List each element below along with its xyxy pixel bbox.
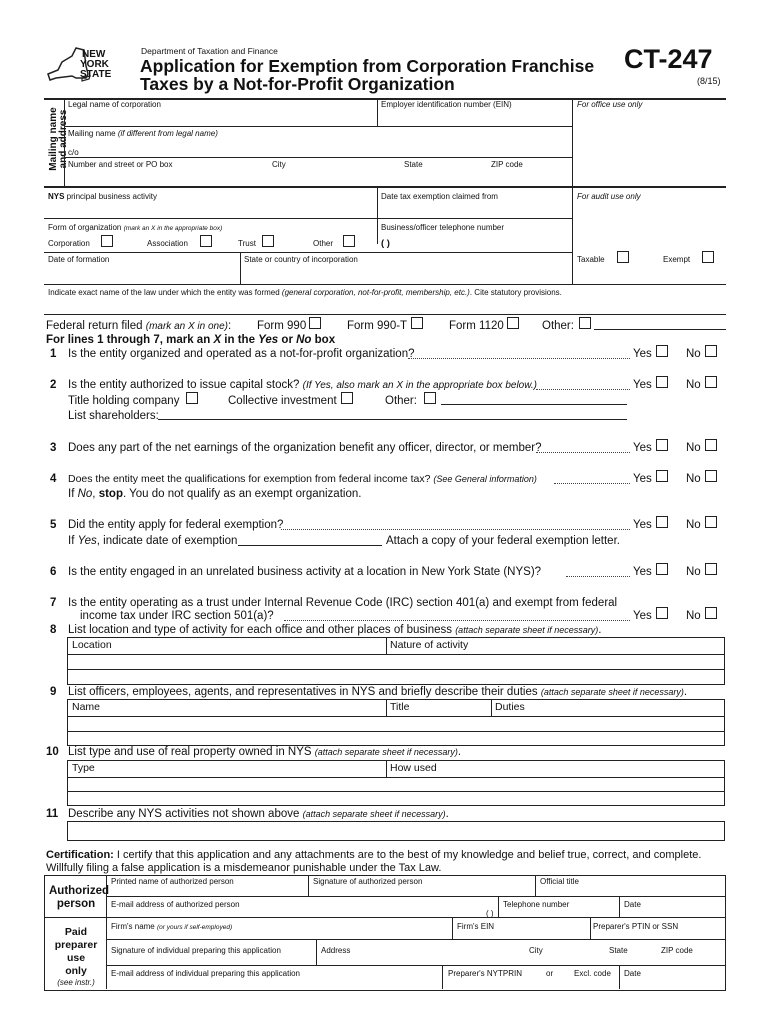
line-11-period: . (445, 808, 449, 820)
state-label: State (404, 160, 423, 169)
line-4-no-checkbox[interactable] (705, 470, 717, 482)
line-5-question: Did the entity apply for federal exemption? (68, 519, 284, 531)
principal-activity-text: principal business activity (64, 192, 157, 201)
col-divider (442, 965, 443, 989)
preparer-date-label: Date (624, 969, 641, 978)
col-divider (316, 939, 317, 965)
line-2-no-checkbox[interactable] (705, 376, 717, 388)
line-7-no-checkbox[interactable] (705, 607, 717, 619)
ptin-label: Preparer's PTIN or SSN (593, 922, 679, 931)
line-11-instruction (68, 808, 449, 820)
care-of-field[interactable] (82, 140, 570, 156)
line-3-number: 3 (50, 442, 57, 454)
line-10-note: (attach separate sheet if necessary) (314, 747, 458, 757)
line-5-date-text: , indicate date of exemption (96, 535, 238, 547)
row-rule (44, 284, 726, 285)
principal-activity-bold: NYS (48, 192, 65, 201)
line-11-note: (attach separate sheet if necessary) (302, 809, 446, 819)
line-9-note: (attach separate sheet if necessary) (540, 687, 684, 697)
federal-return-text: Federal return filed (46, 320, 143, 332)
line-4-leader (554, 483, 630, 484)
line-2-yes-checkbox[interactable] (656, 376, 668, 388)
line-3-yes-checkbox[interactable] (656, 439, 668, 451)
line-4-no-label: No (686, 473, 701, 485)
audit-use-label: For audit use only (577, 192, 641, 201)
federal-form990-label: Form 990 (257, 320, 307, 332)
ein-field[interactable] (379, 109, 569, 125)
office-use-label: For office use only (577, 100, 643, 109)
line-2-collective-checkbox[interactable] (341, 392, 353, 404)
line-8-period: . (598, 624, 602, 636)
line-7-number: 7 (50, 597, 57, 609)
preparer-label-use: use (66, 952, 86, 964)
side-label-mailing-name: Mailing name (48, 107, 59, 171)
line-2-note: (If Yes, also mark an X in the appropriate box below.) (302, 380, 537, 391)
date-exemption-label: Date tax exemption claimed from (381, 192, 498, 201)
instructions-yes: Yes (258, 334, 279, 346)
line-1-no-checkbox[interactable] (705, 345, 717, 357)
state-incorp-label: State or country of incorporation (244, 255, 358, 264)
col-divider (498, 896, 499, 917)
instructions-x: X (213, 334, 222, 346)
federal-other-field[interactable] (594, 329, 726, 330)
preparer-email-field[interactable] (108, 978, 440, 987)
preparer-nytprin-field[interactable] (444, 978, 617, 987)
line-9-period: . (683, 686, 688, 698)
line-1-question: Is the entity organized and operated as a not-for-profit organization? (68, 348, 415, 360)
zip-label: ZIP code (491, 160, 523, 169)
legal-name-field[interactable] (66, 109, 374, 125)
line-3-no-checkbox[interactable] (705, 439, 717, 451)
line-10-table (67, 760, 725, 806)
law-note-label (48, 288, 562, 297)
logo-text-state: STATE (80, 69, 112, 80)
org-type-other-checkbox[interactable] (343, 235, 355, 247)
phone-field[interactable] (415, 232, 569, 244)
auth-email-field[interactable] (108, 908, 496, 916)
firm-name-note: (or yours if self-employed) (156, 924, 233, 931)
line-11-number: 11 (46, 808, 59, 820)
line-1-no-label: No (686, 348, 701, 360)
address-field[interactable] (66, 169, 570, 185)
auth-date-label: Date (624, 900, 641, 909)
form-title-line2: Taxes by a Not-for-Profit Organization (140, 74, 455, 94)
instructions-text-c: or (278, 334, 297, 346)
line-10-row-2[interactable] (68, 792, 724, 805)
logo-text-york: YORK (80, 59, 109, 70)
line-2-shareholders-field[interactable] (158, 419, 627, 420)
org-type-corporation-label: Corporation (48, 239, 90, 248)
form-number: CT-247 (624, 44, 713, 74)
line-4-stop-note (68, 488, 361, 500)
line-7-question: Is the entity operating as a trust under Internal Revenue Code (IRC) section 401(a) and exempt from federal (68, 597, 618, 609)
line-8-col-nature: Nature of activity (390, 639, 469, 651)
org-type-trust-label: Trust (238, 239, 256, 248)
col-divider (535, 876, 536, 896)
instructions-text-a: For lines 1 through 7, mark an (46, 334, 214, 346)
firm-name-text: Firm's name (111, 922, 157, 931)
federal-other-checkbox[interactable] (579, 317, 591, 329)
mailing-side-label (44, 98, 69, 186)
line-10-row-1[interactable] (68, 778, 724, 791)
department-name: Department of Taxation and Finance (141, 46, 278, 56)
instructions-text-b: in the (221, 334, 259, 346)
instructions-lines-1-7 (46, 334, 335, 346)
preparer-state-label: State (609, 946, 628, 955)
line-8-row-1[interactable] (68, 655, 724, 669)
line-2-number: 2 (50, 379, 57, 391)
law-statute-field[interactable] (46, 298, 724, 312)
line-7-leader (284, 620, 630, 621)
line-5-attach-note: Attach a copy of your federal exemption letter. (386, 535, 620, 547)
line-9-table (67, 699, 725, 746)
preparer-excl-code-label: Excl. code (574, 969, 611, 978)
auth-telephone-label: Telephone number (503, 900, 570, 909)
line-5-no-checkbox[interactable] (705, 516, 717, 528)
preparer-address-field[interactable] (318, 955, 723, 964)
line-3-yes-label: Yes (633, 442, 652, 454)
line-2-title-holding-label: Title holding company (68, 395, 180, 407)
line-3-question: Does any part of the net earnings of the organization benefit any officer, director, or member? (68, 442, 542, 454)
line-2-shareholders-label: List shareholders: (68, 410, 159, 422)
line-2-other-checkbox[interactable] (424, 392, 436, 404)
row-rule (44, 186, 726, 188)
law-note-italic: (general corporation, not-for-profit, membership, etc.) (281, 288, 470, 297)
line-9-col-name: Name (72, 701, 101, 713)
phone-area-code: ( ) (381, 238, 390, 249)
form-revision-date: (8/15) (697, 76, 721, 86)
date-formation-label: Date of formation (48, 255, 110, 264)
col-divider (452, 918, 453, 939)
preparer-date-field[interactable] (621, 978, 723, 987)
line-4-stop-no: No (77, 488, 93, 500)
line-4-yes-checkbox[interactable] (656, 470, 668, 482)
line-5-date-label (68, 535, 237, 547)
row-rule (44, 218, 572, 219)
line-9-text: List officers, employees, agents, and representatives in NYS and briefly describe their duties (68, 686, 541, 698)
row-rule (64, 157, 572, 158)
row-rule (106, 939, 725, 940)
ptin-field[interactable] (592, 931, 723, 938)
line-1-yes-checkbox[interactable] (656, 345, 668, 357)
line-4-note: (See General information) (433, 474, 537, 484)
preparer-or-label: or (546, 969, 554, 978)
line-4-stop-comma: , (92, 488, 99, 500)
line-3-no-label: No (686, 442, 701, 454)
principal-activity-field[interactable] (46, 202, 374, 216)
line-4-text: Does the entity meet the qualifications for exemption from federal income tax? (68, 473, 434, 485)
col-divider (491, 700, 492, 716)
line-2-question (68, 379, 537, 391)
line-10-number: 10 (46, 746, 59, 758)
instructions-no: No (296, 334, 312, 346)
ein-divider (377, 98, 378, 126)
line-8-text: List location and type of activity for each office and other places of business (68, 624, 456, 636)
line-9-number: 9 (50, 686, 57, 698)
line-2-leader (536, 389, 630, 390)
line-8-table (67, 637, 725, 685)
legal-name-label: Legal name of corporation (68, 100, 161, 109)
col-divider (377, 186, 378, 244)
line-5-leader (281, 529, 630, 530)
preparer-label-preparer: preparer (54, 939, 98, 951)
line-2-title-holding-checkbox[interactable] (186, 392, 198, 404)
line-9-row-2[interactable] (68, 732, 724, 745)
line-11-text: Describe any NYS activities not shown above (68, 808, 303, 820)
line-4-stop-if: If (68, 488, 78, 500)
line-7-question-cont: income tax under IRC section 501(a)? (80, 610, 274, 622)
street-label: Number and street or PO box (68, 160, 173, 169)
col-divider (619, 896, 620, 917)
col-divider (240, 252, 241, 284)
office-use-divider (572, 98, 573, 186)
federal-form1120-checkbox[interactable] (507, 317, 519, 329)
line-5-yes-label: Yes (633, 519, 652, 531)
paid-preparer-block (44, 918, 726, 991)
form-org-text: Form of organization (48, 223, 122, 232)
taxable-checkbox[interactable] (617, 251, 629, 263)
line-8-instruction (68, 624, 601, 636)
line-9-instruction (68, 686, 687, 698)
line-3-leader (536, 452, 630, 453)
federal-form990t-label: Form 990-T (347, 320, 408, 332)
preparer-signature-label: Signature of individual preparing this application (111, 946, 281, 955)
line-4-yes-label: Yes (633, 473, 652, 485)
line-6-yes-checkbox[interactable] (656, 563, 668, 575)
line-6-number: 6 (50, 566, 57, 578)
date-exemption-field[interactable] (379, 202, 569, 216)
col-divider (590, 918, 591, 939)
auth-telephone-parens: ( ) (486, 909, 494, 918)
line-1-yes-label: Yes (633, 348, 652, 360)
col-divider (386, 761, 387, 777)
official-title-label: Official title (540, 877, 579, 886)
line-1-number: 1 (50, 348, 57, 360)
instructions-text-d: box (311, 334, 336, 346)
authorized-label-1: Authorized (49, 885, 110, 897)
line-5-date-field[interactable] (238, 545, 382, 546)
certification-warning: Willfully filing a false application is a misdemeanor punishable under the Tax Law. (46, 862, 442, 874)
state-incorp-field[interactable] (242, 264, 570, 282)
line-5-no-label: No (686, 519, 701, 531)
org-type-trust-checkbox[interactable] (262, 235, 274, 247)
firm-ein-field[interactable] (454, 931, 588, 938)
line-7-yes-label: Yes (633, 610, 652, 622)
certification-bold: Certification: (46, 849, 114, 861)
logo-text-new: NEW (82, 49, 106, 60)
line-2-yes-label: Yes (633, 379, 652, 391)
line-5-number: 5 (50, 519, 57, 531)
line-9-col-duties: Duties (495, 701, 525, 713)
preparer-zip-label: ZIP code (661, 946, 693, 955)
firm-name-field[interactable] (108, 931, 450, 938)
col-divider (386, 638, 387, 654)
side-label-and-address: and address (58, 109, 69, 169)
line-4-number: 4 (50, 473, 57, 485)
line-10-col-how-used: How used (390, 762, 437, 774)
col-divider (308, 876, 309, 896)
federal-form990t-checkbox[interactable] (411, 317, 423, 329)
line-5-date-yes: Yes (77, 535, 97, 547)
line-7-yes-checkbox[interactable] (656, 607, 668, 619)
preparer-label-only: only (65, 965, 87, 977)
preparer-address-label: Address (321, 946, 351, 955)
preparer-email-label: E-mail address of individual preparing this application (111, 969, 300, 978)
line-2-other-label: Other: (385, 395, 417, 407)
federal-form1120-label: Form 1120 (449, 320, 504, 332)
law-note-text: Indicate exact name of the law under which the entity was formed (48, 288, 282, 297)
auth-signature-label: Signature of authorized person (313, 877, 423, 886)
taxable-label: Taxable (577, 255, 605, 264)
federal-form990-checkbox[interactable] (309, 317, 321, 329)
auth-signature-field[interactable] (310, 886, 533, 895)
row-rule (106, 896, 725, 897)
line-2-no-label: No (686, 379, 701, 391)
line-4-question (68, 473, 537, 485)
side-label-divider (64, 98, 65, 186)
line-6-no-label: No (686, 566, 701, 578)
form-org-note: (mark an X in the appropriate box) (123, 225, 223, 232)
ein-label: Employer identification number (EIN) (381, 100, 512, 109)
law-note-end: . Cite statutory provisions. (469, 288, 562, 297)
phone-label: Business/officer telephone number (381, 223, 505, 232)
row-rule (106, 965, 725, 966)
line-2-other-field[interactable] (441, 404, 627, 405)
certification-statement (46, 849, 701, 861)
line-9-row-1[interactable] (68, 717, 724, 731)
line-10-period: . (457, 746, 462, 758)
org-type-corporation-checkbox[interactable] (101, 235, 113, 247)
federal-return-label (46, 320, 231, 332)
line-5-yes-checkbox[interactable] (656, 516, 668, 528)
federal-other-label: Other: (542, 320, 574, 332)
form-title-line1: Application for Exemption from Corporation Franchise (140, 56, 595, 76)
org-type-association-label: Association (147, 239, 188, 248)
line-6-leader (566, 576, 630, 577)
preparer-signature-field[interactable] (108, 955, 314, 964)
line-10-instruction (68, 746, 461, 758)
line-10-text: List type and use of real property owned in NYS (68, 746, 315, 758)
auth-date-field[interactable] (621, 908, 723, 916)
line-11-field[interactable] (67, 821, 725, 841)
line-4-stop-word: stop (98, 488, 123, 500)
authorized-person-block (44, 875, 726, 918)
line-8-note: (attach separate sheet if necessary) (455, 625, 599, 635)
col-divider (619, 965, 620, 989)
firm-ein-label: Firm's EIN (457, 922, 495, 931)
printed-name-label: Printed name of authorized person (111, 877, 234, 886)
mailing-name-note: (if different from legal name) (117, 129, 218, 138)
line-9-col-title: Title (390, 701, 410, 713)
row-rule (44, 314, 726, 315)
authorized-label-2: person (56, 898, 96, 910)
printed-name-field[interactable] (108, 886, 306, 895)
org-type-other-label: Other (313, 239, 334, 248)
preparer-label-see-instr: (see instr.) (57, 978, 95, 987)
line-4-stop-text: . You do not qualify as an exempt organization. (122, 488, 362, 500)
line-8-number: 8 (50, 624, 57, 636)
col-divider (106, 918, 107, 989)
preparer-label-paid: Paid (64, 926, 88, 938)
line-1-leader (408, 358, 630, 359)
certification-text: I certify that this application and any attachments are to the best of my knowledge and belief true, correct, and complete. (113, 849, 702, 861)
line-6-yes-label: Yes (633, 566, 652, 578)
federal-return-note: (mark an X in one) (145, 321, 228, 332)
federal-return-colon: : (228, 320, 232, 332)
preparer-city-label: City (529, 946, 543, 955)
org-type-association-checkbox[interactable] (200, 235, 212, 247)
line-10-col-type: Type (72, 762, 95, 774)
col-divider (572, 186, 573, 284)
form-org-label (48, 223, 222, 232)
col-divider (386, 700, 387, 716)
city-label: City (272, 160, 286, 169)
date-formation-field[interactable] (46, 264, 238, 282)
line-5-date-if: If (68, 535, 78, 547)
exempt-checkbox[interactable] (702, 251, 714, 263)
line-8-row-2[interactable] (68, 670, 724, 684)
preparer-nytprin-label: Preparer's NYTPRIN (448, 969, 522, 978)
mailing-name-text: Mailing name (68, 129, 116, 138)
mailing-name-label (68, 129, 218, 138)
line-2-text: Is the entity authorized to issue capital stock? (68, 379, 303, 391)
care-of-label: c/o (68, 148, 79, 157)
row-rule (44, 252, 572, 253)
exempt-label: Exempt (663, 255, 691, 264)
auth-email-label: E-mail address of authorized person (111, 900, 240, 909)
official-title-field[interactable] (537, 886, 723, 895)
principal-activity-label (48, 192, 157, 201)
line-7-no-label: No (686, 610, 701, 622)
row-rule (64, 126, 572, 127)
line-8-col-location: Location (72, 639, 112, 651)
line-2-collective-label: Collective investment (228, 395, 337, 407)
firm-name-label (111, 922, 232, 931)
line-6-no-checkbox[interactable] (705, 563, 717, 575)
line-6-question: Is the entity engaged in an unrelated business activity at a location in New York State (NYS)? (68, 566, 542, 578)
